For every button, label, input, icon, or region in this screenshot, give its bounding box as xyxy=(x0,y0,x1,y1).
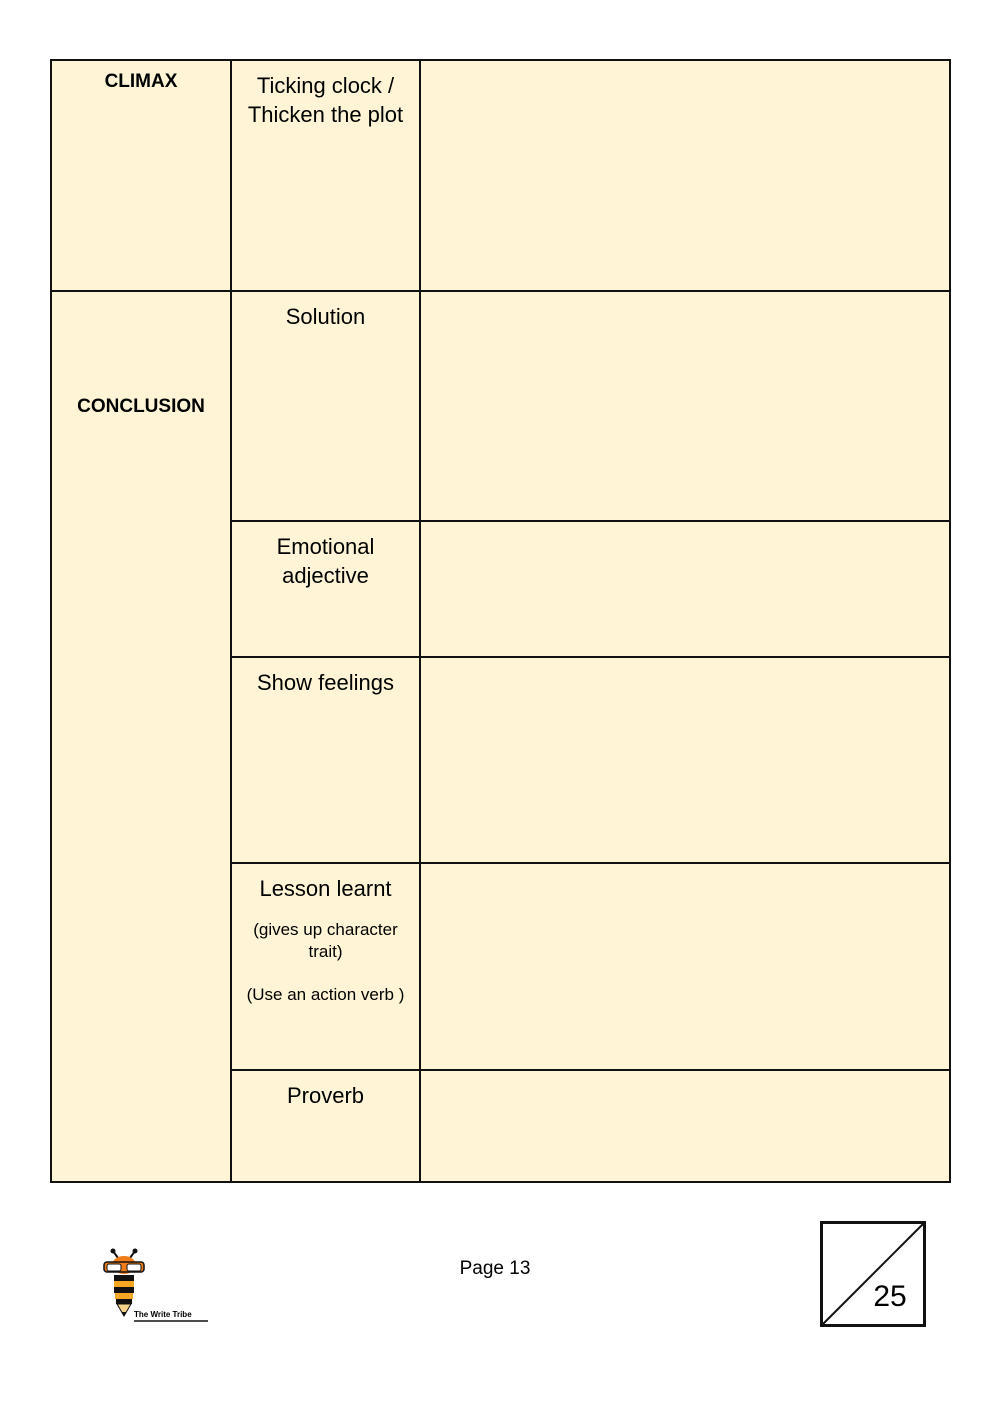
conclusion-label: CONCLUSION xyxy=(77,396,205,417)
solution-prompt: Solution xyxy=(285,304,366,329)
proverb-prompt: Proverb xyxy=(286,1083,365,1108)
emotional-adjective-prompt-cell xyxy=(230,520,421,658)
ticking-clock-prompt-cell xyxy=(230,59,421,292)
ticking-clock-prompt: Ticking clock / Thicken the plot xyxy=(247,73,404,127)
lesson-learnt-answer-cell[interactable] xyxy=(419,862,951,1071)
lesson-learnt-prompt-cell xyxy=(230,862,421,1071)
show-feelings-prompt: Show feelings xyxy=(257,670,394,695)
lesson-learnt-prompt: Lesson learnt xyxy=(259,876,392,901)
climax-label: CLIMAX xyxy=(104,71,178,92)
climax-section-cell xyxy=(50,59,232,292)
write-tribe-logo xyxy=(96,1248,214,1328)
logo-text: The Write Tribe xyxy=(134,1310,192,1319)
score-total: 25 xyxy=(873,1280,907,1313)
lesson-note-character-trait: (gives up character trait) xyxy=(253,920,398,961)
ticking-clock-answer-cell[interactable] xyxy=(419,59,951,292)
show-feelings-answer-cell[interactable] xyxy=(419,656,951,864)
solution-prompt-cell xyxy=(230,290,421,522)
proverb-answer-cell[interactable] xyxy=(419,1069,951,1183)
page-number: Page 13 xyxy=(459,1258,531,1279)
conclusion-section-cell xyxy=(50,290,232,1183)
emotional-adjective-prompt: Emotional adjective xyxy=(276,534,375,588)
show-feelings-prompt-cell xyxy=(230,656,421,864)
emotional-adjective-answer-cell[interactable] xyxy=(419,520,951,658)
solution-answer-cell[interactable] xyxy=(419,290,951,522)
proverb-prompt-cell xyxy=(230,1069,421,1183)
lesson-note-action-verb: (Use an action verb ) xyxy=(246,985,405,1004)
